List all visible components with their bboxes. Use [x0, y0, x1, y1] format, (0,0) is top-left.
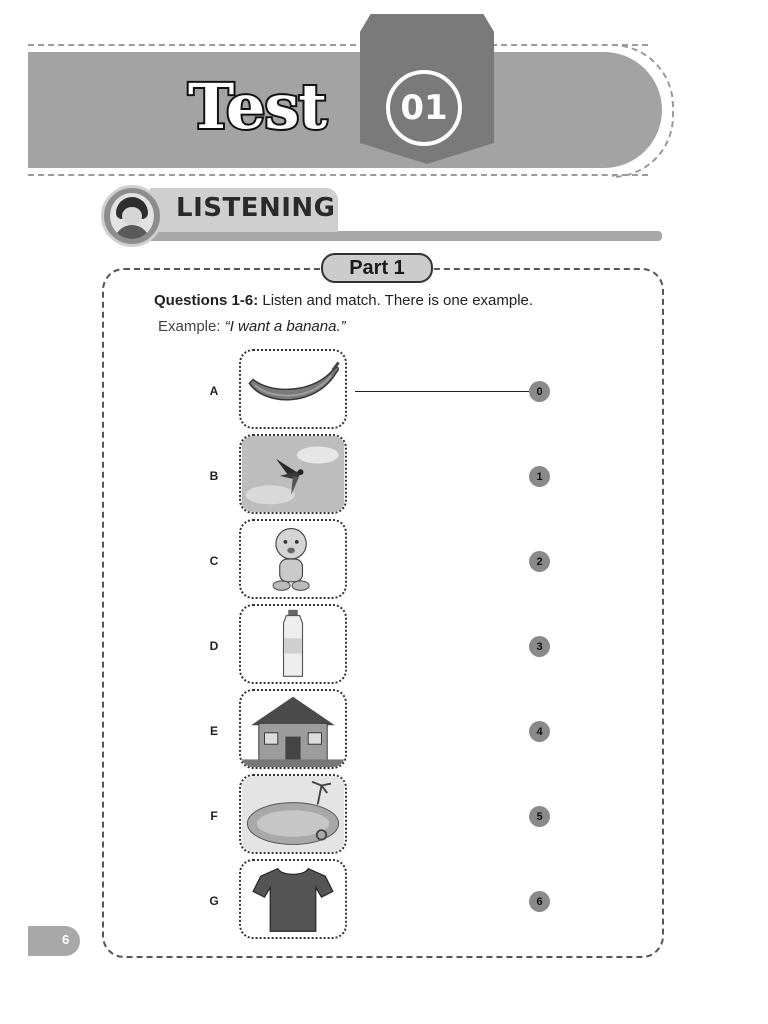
banner-background	[28, 52, 662, 168]
section-underline	[150, 231, 662, 241]
item-letter: G	[209, 894, 219, 908]
picture-card-f	[239, 774, 347, 854]
number-circle[interactable]: 2	[529, 551, 550, 572]
page-number: 6	[62, 932, 70, 947]
instructions-number: Questions 1-6:	[154, 292, 259, 309]
swimming-pool-icon	[241, 776, 345, 852]
bird-icon	[241, 436, 345, 512]
instructions-text: Listen and match. There is one example.	[258, 292, 534, 309]
number-circle[interactable]: 4	[529, 721, 550, 742]
section-title: LISTENING	[176, 193, 336, 223]
item-letter: F	[210, 809, 218, 823]
page-number-tab	[28, 926, 80, 956]
number-circle[interactable]: 3	[529, 636, 550, 657]
part-1-box	[102, 268, 664, 958]
number-circle[interactable]: 0	[529, 381, 550, 402]
example-line	[158, 318, 346, 335]
banana-icon	[241, 351, 345, 427]
water-bottle-icon	[241, 606, 345, 682]
picture-card-b	[239, 434, 347, 514]
item-letter: D	[209, 639, 219, 653]
picture-card-d	[239, 604, 347, 684]
number-circle[interactable]: 5	[529, 806, 550, 827]
example-label: Example:	[158, 318, 225, 335]
test-number-badge: 01	[386, 70, 462, 146]
picture-card-c	[239, 519, 347, 599]
number-circle[interactable]: 6	[529, 891, 550, 912]
item-letter: C	[209, 554, 219, 568]
picture-card-g	[239, 859, 347, 939]
item-letter: A	[209, 384, 219, 398]
headphones-avatar-icon	[110, 193, 154, 239]
picture-card-e	[239, 689, 347, 769]
banner-dashed-border-top	[28, 44, 648, 46]
test-banner	[0, 44, 672, 172]
t-shirt-icon	[241, 861, 345, 937]
example-match-line	[355, 391, 529, 392]
house-icon	[241, 691, 345, 767]
item-letter: B	[209, 469, 219, 483]
picture-card-a	[239, 349, 347, 429]
baby-icon	[241, 521, 345, 597]
example-quote: “I want a banana.”	[224, 318, 346, 335]
number-circle[interactable]: 1	[529, 466, 550, 487]
part-label: Part 1	[321, 253, 433, 283]
test-title: Test	[188, 70, 327, 143]
banner-dashed-border-bottom	[28, 174, 648, 176]
item-letter: E	[209, 724, 218, 738]
instructions	[154, 292, 533, 309]
banner-dashed-border-edge	[612, 44, 674, 178]
